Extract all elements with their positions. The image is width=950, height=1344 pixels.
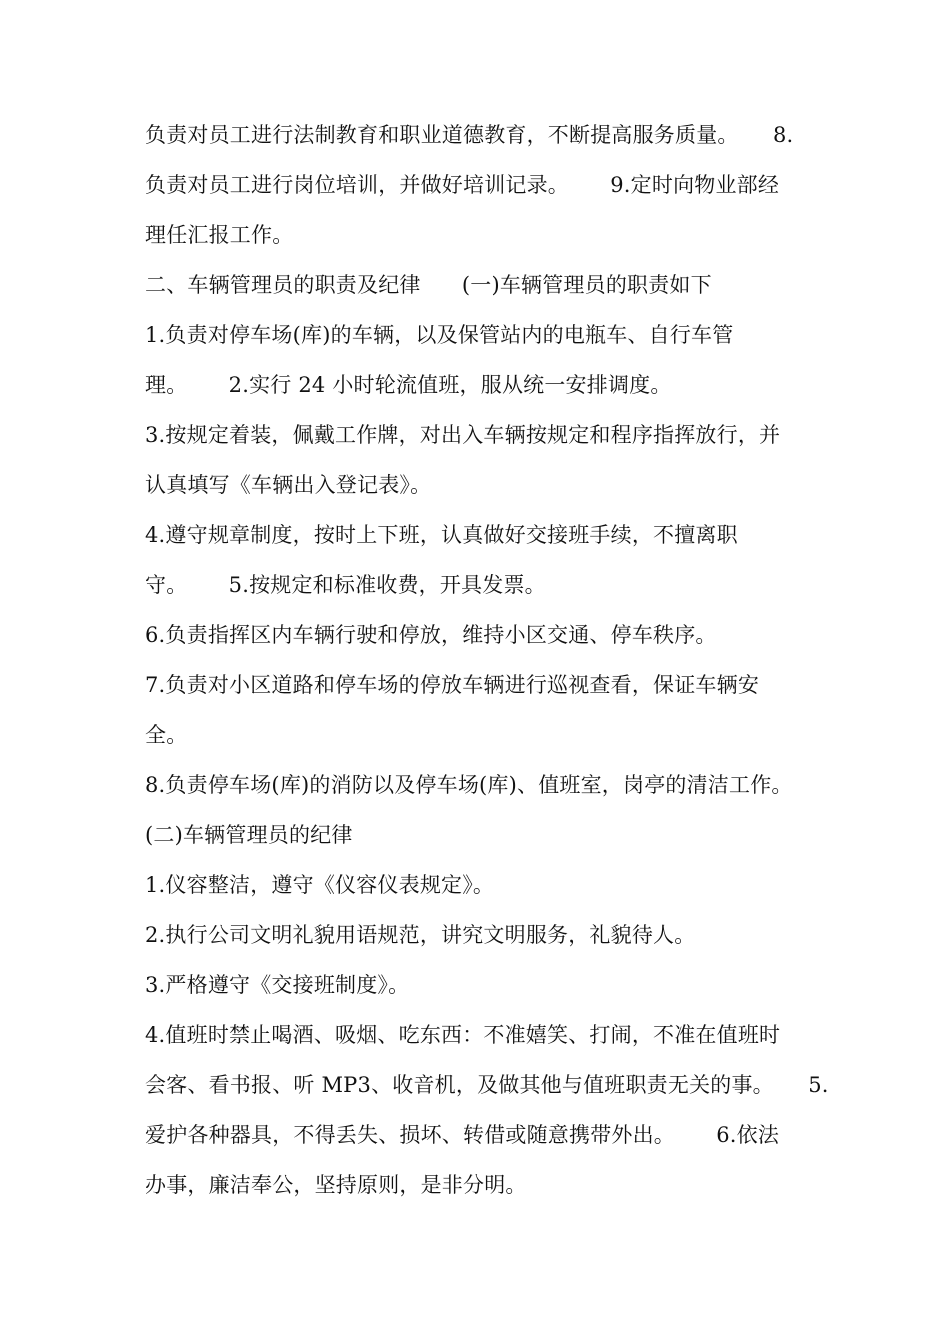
- text-line: 4.值班时禁止喝酒、吸烟、吃东西：不准嬉笑、打闹，不准在值班时: [145, 1023, 781, 1047]
- text-line: 全。: [145, 723, 188, 747]
- text-line: 8.负责停车场(库)的消防以及停车场(库)、值班室，岗亭的清洁工作。: [145, 773, 793, 797]
- text-line: 负责对员工进行法制教育和职业道德教育，不断提高服务质量。 8.: [145, 123, 794, 147]
- text-line: 理任汇报工作。: [145, 223, 294, 247]
- text-line: 认真填写《车辆出入登记表》。: [145, 473, 432, 497]
- text-line: 4.遵守规章制度，按时上下班，认真做好交接班手续，不擅离职: [145, 523, 738, 547]
- text-line: 爱护各种器具，不得丢失、损坏、转借或随意携带外出。 6.依法: [145, 1123, 780, 1147]
- text-line: 1.负责对停车场(库)的车辆，以及保管站内的电瓶车、自行车管: [145, 323, 734, 347]
- section-heading: 二、车辆管理员的职责及纪律 (一)车辆管理员的职责如下: [145, 273, 712, 297]
- text-line: 7.负责对小区道路和停车场的停放车辆进行巡视查看，保证车辆安: [145, 673, 760, 697]
- text-line: 办事，廉洁奉公，坚持原则，是非分明。: [145, 1173, 527, 1197]
- text-line: 6.负责指挥区内车辆行驶和停放，维持小区交通、停车秩序。: [145, 623, 717, 647]
- text-line: 1.仪容整洁，遵守《仪容仪表规定》。: [145, 873, 495, 897]
- text-line: 理。 2.实行 24 小时轮流值班，服从统一安排调度。: [145, 373, 672, 397]
- text-line: 3.严格遵守《交接班制度》。: [145, 973, 410, 997]
- text-line: 会客、看书报、听 MP3、收音机，及做其他与值班职责无关的事。 5.: [145, 1073, 829, 1097]
- section-heading: (二)车辆管理员的纪律: [145, 823, 353, 847]
- text-line: 2.执行公司文明礼貌用语规范，讲究文明服务，礼貌待人。: [145, 923, 696, 947]
- text-line: 负责对员工进行岗位培训，并做好培训记录。 9.定时向物业部经: [145, 173, 780, 197]
- text-line: 守。 5.按规定和标准收费，开具发票。: [145, 573, 546, 597]
- text-line: 3.按规定着装，佩戴工作牌，对出入车辆按规定和程序指挥放行，并: [145, 423, 781, 447]
